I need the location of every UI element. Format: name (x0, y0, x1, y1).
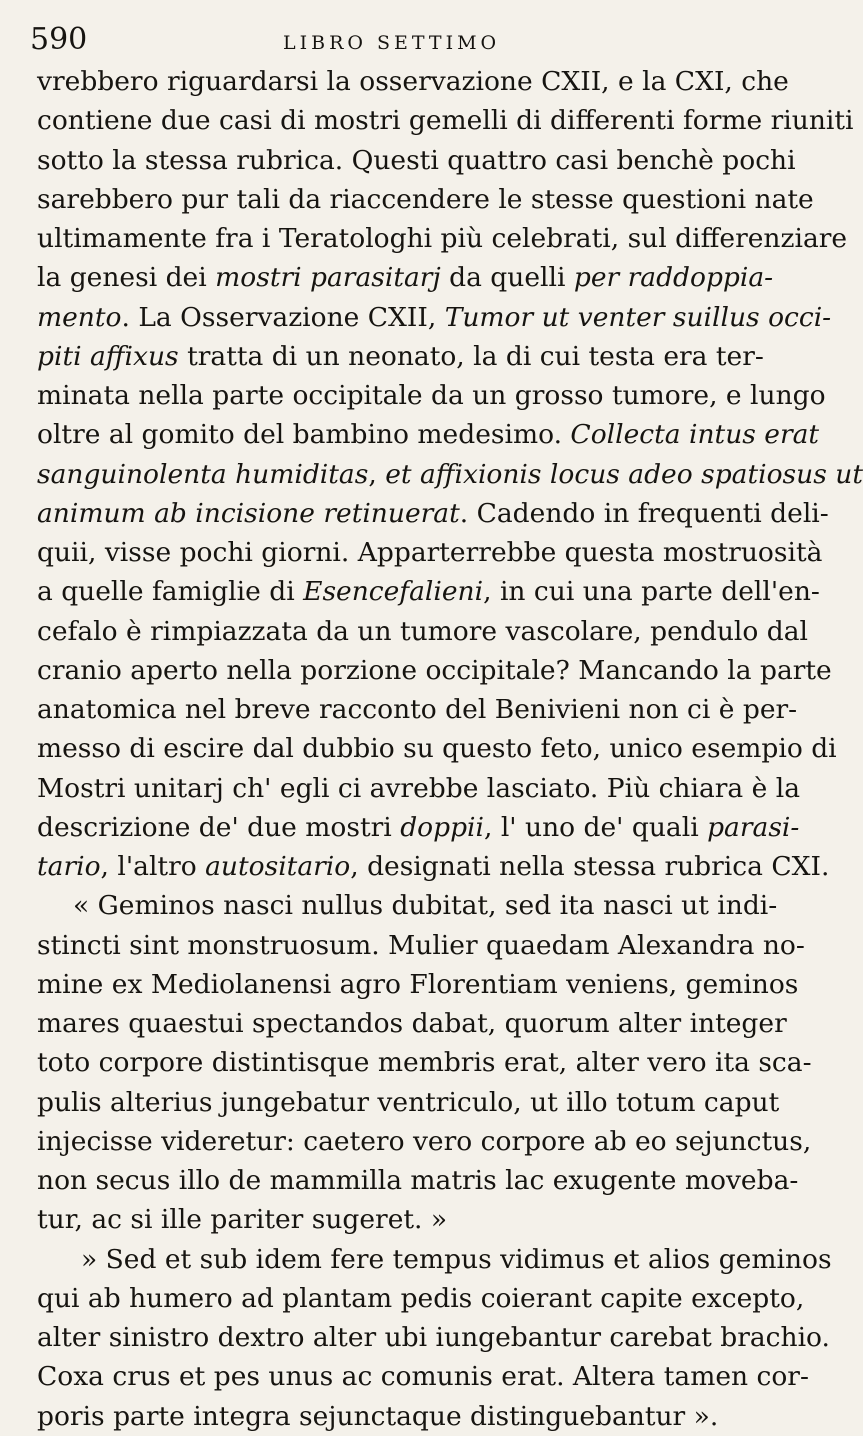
text-run: » Sed et sub idem fere tempus vidimus et alios geminos (81, 1243, 832, 1275)
text-line (37, 965, 799, 1004)
text-line (37, 572, 820, 611)
text-run: injecisse videretur: caetero vero corpore ab eo sejunctus, (37, 1125, 812, 1157)
text-run: cranio aperto nella porzione occipitale? Mancando la parte (37, 654, 832, 686)
text-line (37, 1357, 809, 1396)
text-line (37, 101, 854, 140)
text-run: messo di escire dal dubbio su questo feto, unico esempio di (37, 733, 837, 765)
text-run: . Cadendo in frequenti deli- (459, 497, 829, 529)
text-run: minata nella parte occipitale da un grosso tumore, e lungo (37, 380, 826, 411)
italic-text: autositario (205, 851, 351, 882)
text-line (37, 1397, 759, 1436)
text-line (37, 455, 863, 494)
text-line (37, 690, 798, 729)
text-line (37, 808, 800, 847)
italic-text: Esencefalieni (303, 576, 484, 608)
text-run: pulis alterius jungebatur ventriculo, ut illo totum caput (37, 1086, 780, 1118)
text-run: ultimamente fra i Teratologhi più celebrati, sul differenziare (37, 223, 848, 254)
page-number: 590 (30, 22, 88, 57)
text-line (37, 769, 801, 808)
text-run: « Geminos nasci nullus dubitat, sed ita nasci ut indi- (73, 890, 778, 922)
text-line (37, 886, 778, 925)
text-line (37, 1122, 812, 1161)
text-run: vrebbero riguardarsi la osservazione CXII, e la CXI, che (37, 66, 789, 97)
text-line (37, 1318, 830, 1357)
text-line (37, 1240, 832, 1279)
italic-text: parasi- (707, 811, 800, 843)
italic-text: et affixionis locus adeo spatiosus ut (385, 458, 863, 490)
body-text (37, 62, 863, 1436)
italic-text: mento (37, 301, 122, 333)
text-line (37, 1004, 787, 1043)
text-line (37, 1279, 805, 1318)
italic-text: tario (37, 851, 101, 882)
text-line (37, 180, 814, 219)
text-line (37, 612, 808, 651)
text-run: contiene due casi di mostri gemelli di differenti forme riuniti (37, 105, 854, 137)
text-run: mares quaestui spectandos dabat, quorum alter integer (37, 1008, 787, 1039)
text-run: cefalo è rimpiazzata da un tumore vascolare, pendulo dal (37, 615, 808, 647)
text-run: , designati nella stessa rubrica CXI. (350, 851, 830, 882)
text-line (37, 141, 796, 180)
running-head: LIBRO SETTIMO (283, 32, 501, 54)
text-line (37, 415, 820, 454)
text-run: Mostri unitarj ch' egli ci avrebbe lasciato. Più chiara è la (37, 772, 801, 804)
italic-text: doppii (400, 811, 484, 843)
text-run: non secus illo de mammilla matris lac exugente moveba- (37, 1165, 799, 1196)
text-line (37, 219, 848, 258)
text-run: , l'altro (100, 851, 206, 882)
italic-text: piti affixus (37, 340, 179, 372)
text-line (37, 1200, 759, 1239)
italic-text: per raddoppia- (573, 262, 774, 294)
text-run: da quelli (440, 262, 574, 294)
text-run: , l' uno de' quali (483, 811, 708, 843)
italic-text: mostri parasitarj (215, 262, 441, 294)
text-line (37, 847, 830, 886)
text-run: toto corpore distintisque membris erat, alter vero ita sca- (37, 1047, 812, 1079)
page-header (30, 22, 770, 62)
text-run: a quelle famiglie di (37, 576, 304, 608)
text-run: quii, visse pochi giorni. Apparterrebbe questa mostruosità (37, 537, 823, 568)
text-line (37, 376, 826, 415)
paragraph (37, 62, 863, 886)
paragraph (37, 1240, 832, 1436)
text-run: alter sinistro dextro alter ubi iungebantur carebat brachio. (37, 1322, 830, 1353)
text-run: sotto la stessa rubrica. Questi quattro casi benchè pochi (37, 144, 796, 176)
text-run: la genesi dei (37, 262, 216, 294)
text-run: stincti sint monstruosum. Mulier quaedam Alexandra no- (37, 929, 805, 961)
text-line (37, 494, 829, 533)
italic-text: Tumor ut venter suillus occi- (444, 301, 832, 333)
text-run: anatomica nel breve racconto del Benivieni non ci è per- (37, 694, 798, 725)
text-run: poris parte integra sejunctaque distinguebantur ». (37, 1400, 719, 1432)
text-run: tur, ac si ille pariter sugeret. » (37, 1204, 448, 1236)
text-run: Coxa crus et pes unus ac comunis erat. Altera tamen cor- (37, 1361, 809, 1393)
text-run: sarebbero pur tali da riaccendere le stesse questioni nate (37, 183, 814, 215)
text-run: , (368, 458, 386, 490)
text-run: mine ex Mediolanensi agro Florentiam veniens, geminos (37, 968, 799, 1000)
text-line (37, 729, 837, 768)
text-run: qui ab humero ad plantam pedis coierant capite excepto, (37, 1282, 805, 1314)
italic-text: Collecta intus erat (570, 419, 820, 451)
text-line (37, 1161, 799, 1200)
text-run: tratta di un neonato, la di cui testa era ter- (178, 340, 764, 372)
text-line (37, 337, 764, 376)
text-line (37, 258, 774, 297)
italic-text: animum ab incisione retinuerat (37, 497, 460, 529)
text-run: oltre al gomito del bambino medesimo. (37, 419, 571, 451)
text-line (37, 651, 832, 690)
text-line (37, 298, 832, 337)
text-line (37, 1083, 780, 1122)
text-line (37, 926, 805, 965)
italic-text: sanguinolenta humiditas (37, 458, 369, 490)
text-line (37, 62, 789, 101)
text-run: . La Osservazione CXII, (121, 301, 445, 333)
text-line (37, 533, 823, 572)
text-run: , in cui una parte dell'en- (483, 576, 820, 608)
text-run: descrizione de' due mostri (37, 811, 401, 843)
paragraph (37, 886, 812, 1239)
text-line (37, 1043, 812, 1082)
